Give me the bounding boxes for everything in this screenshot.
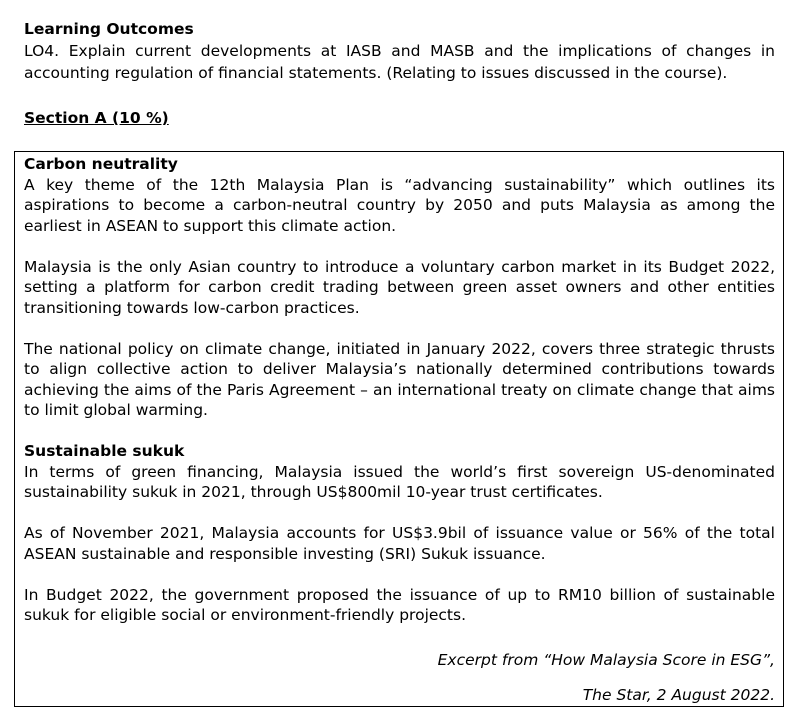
paragraph: As of November 2021, Malaysia accounts for US$3.9bil of issuance value or 56% of the total ASEAN sustainable and responsible investing (SRI) Sukuk issuance. <box>24 524 775 563</box>
paragraph: In terms of green financing, Malaysia issued the world’s first sovereign US-denominated sustainability sukuk in 2021, through US$800mil 10-year trust certificates. <box>24 462 775 501</box>
paragraph: A key theme of the 12th Malaysia Plan is “advancing sustainability” which outlines its aspirations to become a carbon-neutral country by 2050 and puts Malaysia as among the earliest in ASEAN to support this climate action. <box>24 175 775 235</box>
heading-carbon-neutrality: Carbon neutrality <box>24 155 178 173</box>
article-content <box>24 154 775 705</box>
article-box <box>14 151 784 707</box>
section-title: Section A (10 %) <box>24 109 169 127</box>
learning-outcome-text: LO4. Explain current developments at IASB and MASB and the implications of changes in accounting regulation of financial statements. (Relating to issues discussed in the course). <box>24 42 775 82</box>
paragraph: The national policy on climate change, initiated in January 2022, covers three strategic thrusts to align collective action to deliver Malaysia’s nationally determined contributions towards achieving the aims of the Paris Agreement – an international treaty on climate change that aims to limit global warming. <box>24 339 775 419</box>
learning-outcomes-heading: Learning Outcomes <box>24 20 194 38</box>
citation: Excerpt from “How Malaysia Score in ESG”, <box>437 650 775 669</box>
citation-source: The Star, 2 August 2022. <box>582 685 775 704</box>
paragraph: In Budget 2022, the government proposed the issuance of up to RM10 billion of sustainable sukuk for eligible social or environment-friendly projects. <box>24 585 775 624</box>
paragraph: Malaysia is the only Asian country to introduce a voluntary carbon market in its Budget 2022, setting a platform for carbon credit trading between green asset owners and other entities transitioning towards low-carbon practices. <box>24 257 775 317</box>
heading-sustainable-sukuk: Sustainable sukuk <box>24 442 185 460</box>
